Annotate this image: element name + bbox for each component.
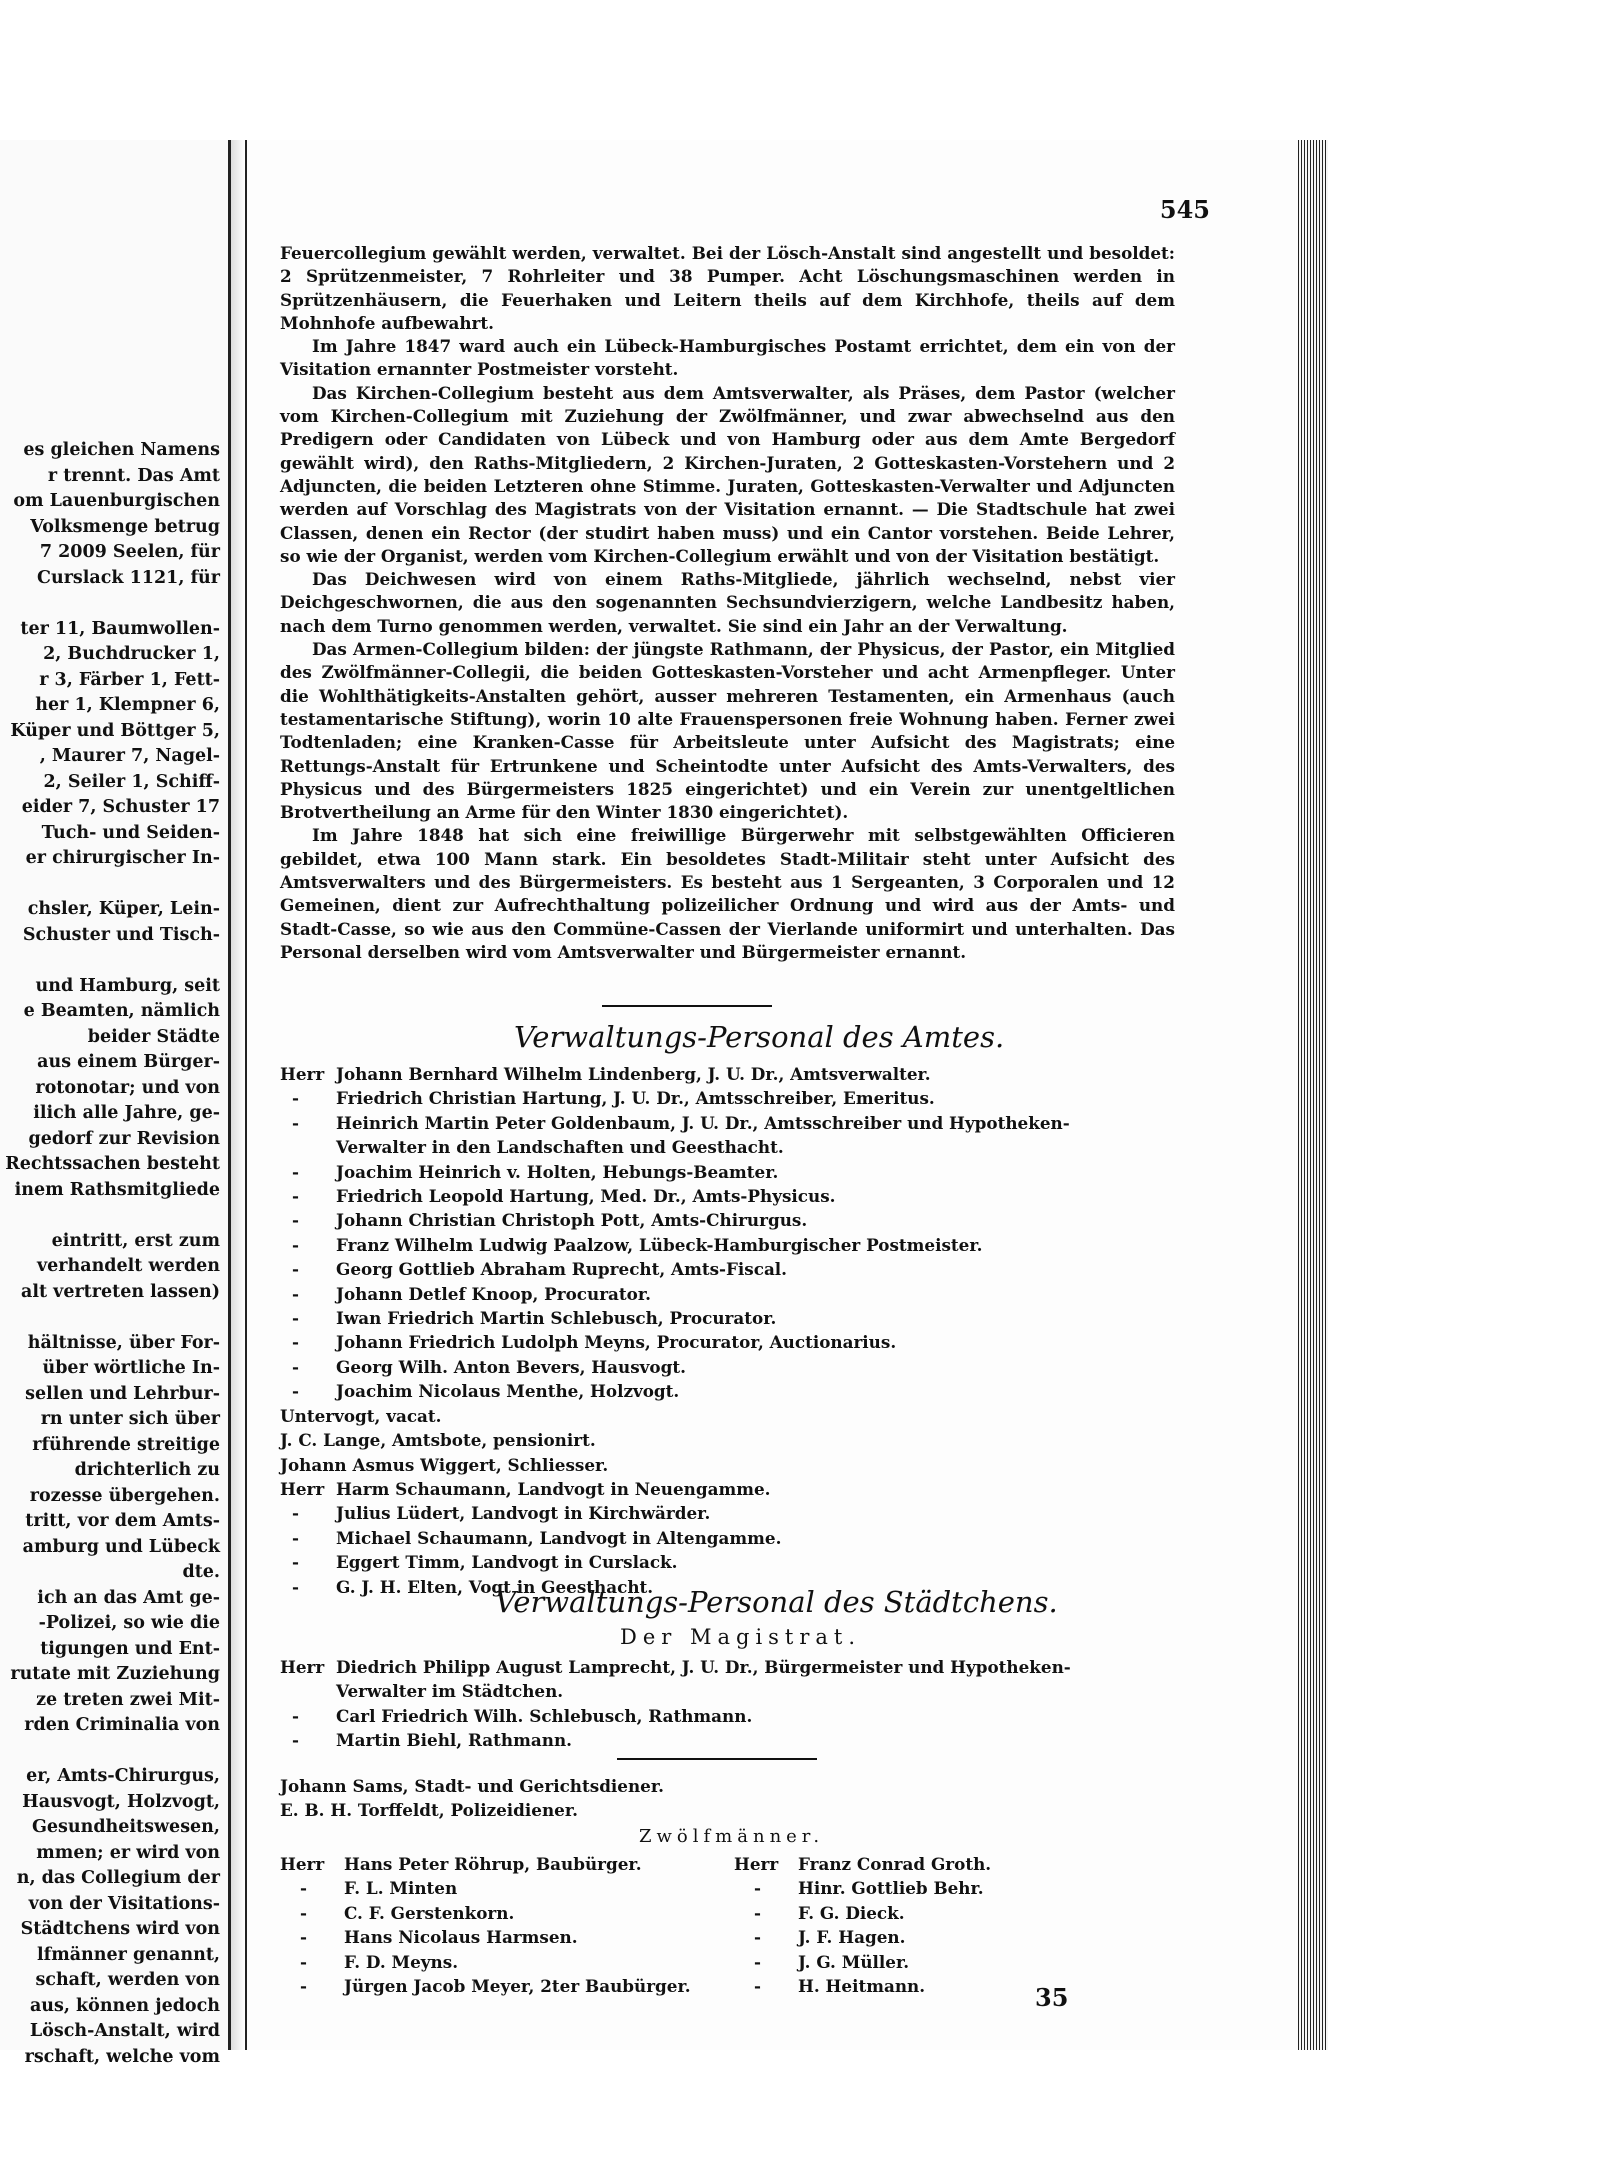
- ditto-mark: -: [292, 1210, 299, 1231]
- list-entry-text: Martin Biehl, Rathmann.: [336, 1730, 572, 1751]
- list-row: [280, 1306, 1180, 1330]
- member-name: J. F. Hagen.: [798, 1927, 906, 1948]
- ditto-mark: -: [292, 1234, 299, 1255]
- previous-page-line: tigungen und Ent-: [40, 1638, 220, 1659]
- previous-page-line: [0, 1305, 220, 1331]
- previous-page-line: lfmänner genannt,: [37, 1944, 220, 1965]
- previous-page-line: Curslack 1121, für: [37, 567, 220, 588]
- previous-page-line: 2, Buchdrucker 1,: [43, 644, 220, 664]
- paragraph: Im Jahre 1848 hat sich eine freiwillige Bürgerwehr mit selbstgewählten Officieren gebildet, etwa 100 Mann stark. Ein besoldetes Stadt-Militair steht unter Aufsicht des Amtsverwalters und des Bürgermeisters. Es besteht aus 1 Sergeanten, 3 Corporalen und 12 Gemeinen, dient zur Aufrechthaltung polizeilicher Ordnung und wird aus der Amts- und Stadt-Casse, so wie aus den Commüne-Cassen der Vierlande uniformirt und unterhalten. Das Personal derselben wird vom Amtsverwalter und Bürgermeister ernannt.: [280, 825, 1175, 962]
- previous-page-line: gedorf zur Revision: [28, 1128, 220, 1149]
- zwoelf-column-cell: [734, 1901, 1188, 1925]
- zwoelf-column-cell: [280, 1901, 734, 1925]
- previous-page-line: 2, Seiler 1, Schiff-: [43, 771, 220, 792]
- list-entry-text: J. C. Lange, Amtsbote, pensionirt.: [280, 1430, 596, 1451]
- personnel-list-amt: [280, 1062, 1180, 1599]
- section-divider: [602, 1005, 772, 1007]
- previous-page-line: über wörtliche In-: [42, 1358, 220, 1378]
- title-prefix: Herr: [734, 1854, 779, 1874]
- zwoelf-row: [280, 1901, 1200, 1925]
- list-row: [280, 1501, 1180, 1525]
- ditto-mark: [280, 1679, 336, 1703]
- previous-page-line: Gesundheitswesen,: [31, 1817, 220, 1837]
- list-entry-text: Franz Wilhelm Ludwig Paalzow, Lübeck-Hamburgischer Postmeister.: [336, 1234, 983, 1255]
- zwoelfmaenner-heading: Zwölfmänner.: [639, 1826, 825, 1847]
- title-prefix: Herr: [280, 1854, 325, 1874]
- previous-page-fragment: [0, 140, 231, 2067]
- zwoelf-column-cell: [734, 1925, 1188, 1949]
- list-row: [280, 1679, 1180, 1703]
- staff-entry: E. B. H. Torffeldt, Polizeidiener.: [280, 1800, 578, 1821]
- member-name: Hinr. Gottlieb Behr.: [798, 1878, 984, 1899]
- list-entry-text: Eggert Timm, Landvogt in Curslack.: [336, 1552, 678, 1573]
- previous-page-line: er, Amts-Chirurgus,: [26, 1766, 220, 1786]
- list-row: [280, 1728, 1180, 1752]
- list-row: [280, 1111, 1180, 1135]
- ditto-mark: -: [292, 1705, 299, 1726]
- ditto-mark: -: [292, 1308, 299, 1329]
- previous-page-line: sellen und Lehrbur-: [25, 1383, 220, 1404]
- ditto-mark: -: [292, 1259, 299, 1280]
- section-heading-amt: Verwaltungs-Personal des Amtes.: [514, 1020, 1005, 1054]
- previous-page-line: [0, 948, 220, 974]
- previous-page-line: beider Städte: [87, 1026, 220, 1047]
- list-entry-text: Heinrich Martin Peter Goldenbaum, J. U. Dr., Amtsschreiber und Hypotheken-: [336, 1112, 1070, 1133]
- list-entry-text: Friedrich Leopold Hartung, Med. Dr., Amts-Physicus.: [336, 1186, 836, 1207]
- ditto-mark: -: [300, 1951, 307, 1972]
- previous-page-line: eider 7, Schuster 17: [21, 797, 220, 817]
- list-entry-text: Joachim Nicolaus Menthe, Holzvogt.: [336, 1381, 680, 1402]
- list-entry-text: Untervogt, vacat.: [280, 1405, 442, 1426]
- list-row: [280, 1330, 1180, 1354]
- list-row: [280, 1282, 1180, 1306]
- previous-page-line: , Maurer 7, Nagel-: [39, 746, 220, 766]
- previous-page-line: rführende streitige: [32, 1434, 220, 1455]
- staff-entry: Johann Sams, Stadt- und Gerichtsdiener.: [280, 1776, 664, 1796]
- list-row: [280, 1655, 1180, 1679]
- list-entry-text: Carl Friedrich Wilh. Schlebusch, Rathmann.: [336, 1705, 753, 1726]
- paragraph: Das Kirchen-Collegium besteht aus dem Amtsverwalter, als Präses, dem Pastor (welcher vom Kirchen-Collegium mit Zuziehung der Zwölfmänner, und zwar abwechselnd aus den Predigern oder Candidaten von Lübeck und von Hamburg oder aus dem Amte Bergedorf gewählt wird), den Raths-Mitgliedern, 2 Kirchen-Juraten, 2 Gotteskasten-Vorstehern und 2 Adjuncten, die beiden Letzteren ohne Stimme. Juraten, Gotteskasten-Verwalter und Adjuncten werden auf Vorschlag des Magistrats von der Visitation ernannt. — Die Stadtschule hat zwei Classen, denen ein Rector (der studirt haben muss) und ein Cantor vorstehen. Beide Lehrer, so wie der Organist, werden vom Kirchen-Collegium erwählt und von der Visitation bestätigt.: [280, 382, 1175, 566]
- previous-page-line: ze treten zwei Mit-: [36, 1689, 220, 1710]
- previous-page-line: rn unter sich über: [40, 1409, 220, 1429]
- previous-page-line: n, das Collegium der: [16, 1868, 220, 1888]
- list-row: [280, 1477, 1180, 1501]
- paragraph: Das Armen-Collegium bilden: der jüngste Rathmann, der Physicus, der Pastor, ein Mitglied des Zwölfmänner-Collegii, die beiden Gotteskasten-Vorsteher und acht Armenpfleger. Unter die Wohlthätigkeits-Anstalten gehört, ausser mehreren Testamenten, ein Armenhaus (auch testamentarische Stiftung), worin 10 alte Frauenspersonen freie Wohnung haben. Ferner zwei Todtenladen; eine Kranken-Casse für Arbeitsleute unter Aufsicht des Magistrats; eine Rettungs-Anstalt für Ertrunkene und Scheintodte unter Aufsicht des Amts-Verwalters, des Physicus und des Bürgermeisters 1825 eingerichtet) und ein Verein zur unentgeltlichen Brotvertheilung an Arme für den Winter 1830 eingerichtet).: [280, 639, 1175, 823]
- previous-page-line: Städtchens wird von: [20, 1919, 220, 1939]
- previous-page-line: Küper und Böttger 5,: [10, 720, 220, 741]
- previous-page-line: her 1, Klempner 6,: [35, 695, 220, 715]
- previous-page-line: amburg und Lübeck: [22, 1536, 220, 1557]
- list-entry-text: Johann Detlef Knoop, Procurator.: [336, 1283, 652, 1304]
- zwoelf-column-cell: [280, 1950, 734, 1974]
- list-entry-text: Johann Asmus Wiggert, Schliesser.: [280, 1454, 609, 1475]
- zwoelf-column-cell: [280, 1925, 734, 1949]
- title-prefix: Herr: [280, 1064, 325, 1084]
- list-row: [280, 1379, 1180, 1403]
- page-number: 545: [1159, 195, 1210, 224]
- body-text: [280, 242, 1175, 964]
- list-entry-text: Diedrich Philipp August Lamprecht, J. U. Dr., Bürgermeister und Hypotheken-: [336, 1657, 1071, 1677]
- member-name: C. F. Gerstenkorn.: [344, 1902, 515, 1923]
- list-entry-text: Friedrich Christian Hartung, J. U. Dr., Amtsschreiber, Emeritus.: [336, 1088, 935, 1109]
- previous-page-line: Tuch- und Seiden-: [41, 822, 220, 843]
- previous-page-line: r trennt. Das Amt: [47, 465, 220, 486]
- ditto-mark: -: [754, 1976, 761, 1997]
- zwoelf-column-cell: [734, 1876, 1188, 1900]
- previous-page-line: ter 11, Baumwollen-: [20, 618, 220, 639]
- previous-page-line: rutate mit Zuziehung: [10, 1664, 220, 1684]
- town-staff-list: [280, 1774, 880, 1823]
- list-row: [280, 1550, 1180, 1574]
- previous-page-line: alt vertreten lassen): [21, 1281, 220, 1302]
- book-page: [245, 140, 1302, 2050]
- title-prefix: Herr: [280, 1478, 325, 1499]
- ditto-mark: -: [292, 1332, 299, 1353]
- previous-page-line: e Beamten, nämlich: [23, 1001, 220, 1021]
- ditto-mark: -: [292, 1356, 299, 1377]
- paragraph: Im Jahre 1847 ward auch ein Lübeck-Hamburgisches Postamt errichtet, dem ein von der Visitation ernannter Postmeister vorsteht.: [280, 336, 1175, 380]
- list-entry-text: G. J. H. Elten, Vogt in Geesthacht.: [336, 1576, 654, 1597]
- list-row: [280, 1404, 1180, 1428]
- ditto-mark: -: [754, 1951, 761, 1972]
- previous-page-line: Schuster und Tisch-: [22, 924, 220, 945]
- magistrat-list: [280, 1655, 1180, 1753]
- previous-page-line: hältnisse, über For-: [27, 1332, 220, 1353]
- previous-page-line: rotonotar; und von: [35, 1077, 220, 1098]
- previous-page-line: [0, 591, 220, 617]
- list-entry-text: Georg Gottlieb Abraham Ruprecht, Amts-Fiscal.: [336, 1259, 788, 1280]
- list-entry-text: Johann Bernhard Wilhelm Lindenberg, J. U. Dr., Amtsverwalter.: [336, 1064, 931, 1084]
- list-entry-text: Verwalter in den Landschaften und Geesthacht.: [336, 1137, 784, 1158]
- previous-page-line: 7 2009 Seelen, für: [39, 542, 220, 562]
- ditto-mark: -: [300, 1976, 307, 1997]
- ditto-mark: [280, 1135, 336, 1159]
- previous-page-line: r 3, Färber 1, Fett-: [39, 669, 220, 690]
- member-name: Franz Conrad Groth.: [798, 1854, 992, 1874]
- zwoelfmaenner-list: [280, 1852, 1200, 1998]
- previous-page-line: Hausvogt, Holzvogt,: [22, 1791, 220, 1812]
- ditto-mark: -: [292, 1112, 299, 1133]
- ditto-mark: -: [292, 1552, 299, 1573]
- list-row: [280, 1355, 1180, 1379]
- list-row: [280, 1086, 1180, 1110]
- list-row: [280, 1257, 1180, 1281]
- member-name: H. Heitmann.: [798, 1976, 926, 1997]
- previous-page-line: drichterlich zu: [74, 1460, 220, 1480]
- ditto-mark: -: [292, 1503, 299, 1524]
- title-prefix: Herr: [280, 1657, 325, 1677]
- member-name: F. L. Minten: [344, 1878, 458, 1899]
- list-entry-text: Johann Friedrich Ludolph Meyns, Procurator, Auctionarius.: [336, 1332, 897, 1353]
- list-entry-text: Georg Wilh. Anton Bevers, Hausvogt.: [336, 1356, 686, 1377]
- list-row: [280, 1062, 1180, 1086]
- list-row: [280, 1704, 1180, 1728]
- paragraph: Feuercollegium gewählt werden, verwaltet. Bei der Lösch-Anstalt sind angestellt und besoldet: 2 Sprützenmeister, 7 Rohrleiter und 38 Pumper. Acht Löschungsmaschinen werden in Sprützenhäusern, die Feuerhaken und Leitern theils auf dem Kirchhofe, theils auf dem Mohnhofe aufbewahrt.: [280, 243, 1175, 333]
- magistrat-heading: Der Magistrat.: [620, 1625, 862, 1649]
- ditto-mark: -: [292, 1730, 299, 1751]
- ditto-mark: -: [292, 1381, 299, 1402]
- section-heading-staedtchen: Verwaltungs-Personal des Städtchens.: [495, 1585, 1058, 1619]
- previous-page-line: von der Visitations-: [28, 1893, 220, 1914]
- list-entry-text: Julius Lüdert, Landvogt in Kirchwärder.: [336, 1503, 711, 1524]
- previous-page-line: eintritt, erst zum: [51, 1230, 220, 1251]
- zwoelf-column-cell: [734, 1950, 1188, 1974]
- previous-page-line: rden Criminalia von: [24, 1715, 220, 1735]
- ditto-mark: -: [300, 1902, 307, 1923]
- zwoelf-column-cell: [280, 1876, 734, 1900]
- member-name: Jürgen Jacob Meyer, 2ter Baubürger.: [344, 1976, 691, 1997]
- previous-page-line: rozesse übergehen.: [29, 1485, 220, 1506]
- page-stack-edges: [1298, 140, 1328, 2050]
- previous-page-line: -Polizei, so wie die: [38, 1613, 220, 1633]
- previous-page-line: inem Rathsmitgliede: [14, 1179, 220, 1200]
- list-row: [280, 1526, 1180, 1550]
- ditto-mark: -: [300, 1927, 307, 1948]
- zwoelf-column-cell: [734, 1974, 1188, 1998]
- zwoelf-row: [280, 1852, 1200, 1876]
- ditto-mark: -: [754, 1902, 761, 1923]
- ditto-mark: -: [292, 1283, 299, 1304]
- list-entry-text: Verwalter im Städtchen.: [336, 1681, 564, 1702]
- book-gutter: [231, 140, 245, 2050]
- previous-page-line: mmen; er wird von: [36, 1842, 220, 1863]
- previous-page-line: om Lauenburgischen: [13, 491, 220, 511]
- member-name: J. G. Müller.: [798, 1951, 910, 1972]
- list-row: [280, 1184, 1180, 1208]
- zwoelf-row: [280, 1950, 1200, 1974]
- previous-page-text: [0, 438, 220, 2070]
- zwoelf-row: [280, 1925, 1200, 1949]
- ditto-mark: -: [754, 1927, 761, 1948]
- previous-page-line: ilich alle Jahre, ge-: [33, 1103, 220, 1123]
- ditto-mark: -: [292, 1527, 299, 1548]
- previous-page-line: dte.: [182, 1562, 220, 1582]
- previous-page-line: Rechtssachen besteht: [5, 1154, 220, 1174]
- list-row: [280, 1233, 1180, 1257]
- list-entry-text: Iwan Friedrich Martin Schlebusch, Procurator.: [336, 1308, 777, 1329]
- magistrat-divider: [617, 1758, 817, 1760]
- previous-page-line: Volksmenge betrug: [30, 516, 220, 537]
- zwoelf-row: [280, 1876, 1200, 1900]
- previous-page-line: ich an das Amt ge-: [37, 1587, 220, 1608]
- zwoelf-column-cell: [280, 1852, 734, 1876]
- list-row: [280, 1453, 1180, 1477]
- ditto-mark: -: [292, 1161, 299, 1182]
- list-row: [280, 1428, 1180, 1452]
- previous-page-line: tritt, vor dem Amts-: [25, 1511, 220, 1531]
- ditto-mark: -: [292, 1576, 299, 1597]
- signature-number: 35: [1035, 1983, 1069, 2012]
- previous-page-line: Lösch-Anstalt, wird: [29, 2021, 220, 2041]
- previous-page-line: [0, 1739, 220, 1765]
- member-name: Hans Peter Röhrup, Baubürger.: [344, 1854, 642, 1874]
- list-row: [280, 1208, 1180, 1232]
- list-entry-text: Joachim Heinrich v. Holten, Hebungs-Beamter.: [336, 1161, 779, 1182]
- member-name: F. D. Meyns.: [344, 1951, 459, 1972]
- zwoelf-column-cell: [280, 1974, 734, 1998]
- ditto-mark: -: [292, 1088, 299, 1109]
- previous-page-line: verhandelt werden: [36, 1256, 220, 1276]
- list-row: [280, 1135, 1180, 1159]
- ditto-mark: -: [754, 1878, 761, 1899]
- list-entry-text: Harm Schaumann, Landvogt in Neuengamme.: [336, 1478, 771, 1499]
- previous-page-line: er chirurgischer In-: [25, 848, 220, 868]
- previous-page-line: und Hamburg, seit: [35, 975, 220, 996]
- list-entry-text: Michael Schaumann, Landvogt in Altengamme.: [336, 1527, 782, 1548]
- previous-page-line: aus einem Bürger-: [37, 1052, 220, 1072]
- paragraph: Das Deichwesen wird von einem Raths-Mitgliede, jährlich wechselnd, nebst vier Deichgeschwornen, die aus den sogenannten Sechsundvierzigern, welche Landbesitz haben, nach dem Turno genommen werden, verwaltet. Sie sind ein Jahr an der Verwaltung.: [280, 569, 1175, 636]
- previous-page-line: aus, können jedoch: [29, 1995, 220, 2016]
- previous-page-line: rschaft, welche vom: [24, 2046, 220, 2067]
- previous-page-line: [0, 872, 220, 898]
- ditto-mark: -: [292, 1186, 299, 1207]
- previous-page-line: [0, 1203, 220, 1229]
- member-name: F. G. Dieck.: [798, 1902, 905, 1923]
- list-row: [280, 1160, 1180, 1184]
- previous-page-line: chsler, Küper, Lein-: [27, 899, 220, 919]
- previous-page-line: schaft, werden von: [35, 1970, 220, 1990]
- previous-page-line: es gleichen Namens: [23, 440, 220, 460]
- list-entry-text: Johann Christian Christoph Pott, Amts-Chirurgus.: [336, 1210, 808, 1231]
- zwoelf-column-cell: [734, 1852, 1188, 1876]
- ditto-mark: -: [300, 1878, 307, 1899]
- member-name: Hans Nicolaus Harmsen.: [344, 1927, 578, 1948]
